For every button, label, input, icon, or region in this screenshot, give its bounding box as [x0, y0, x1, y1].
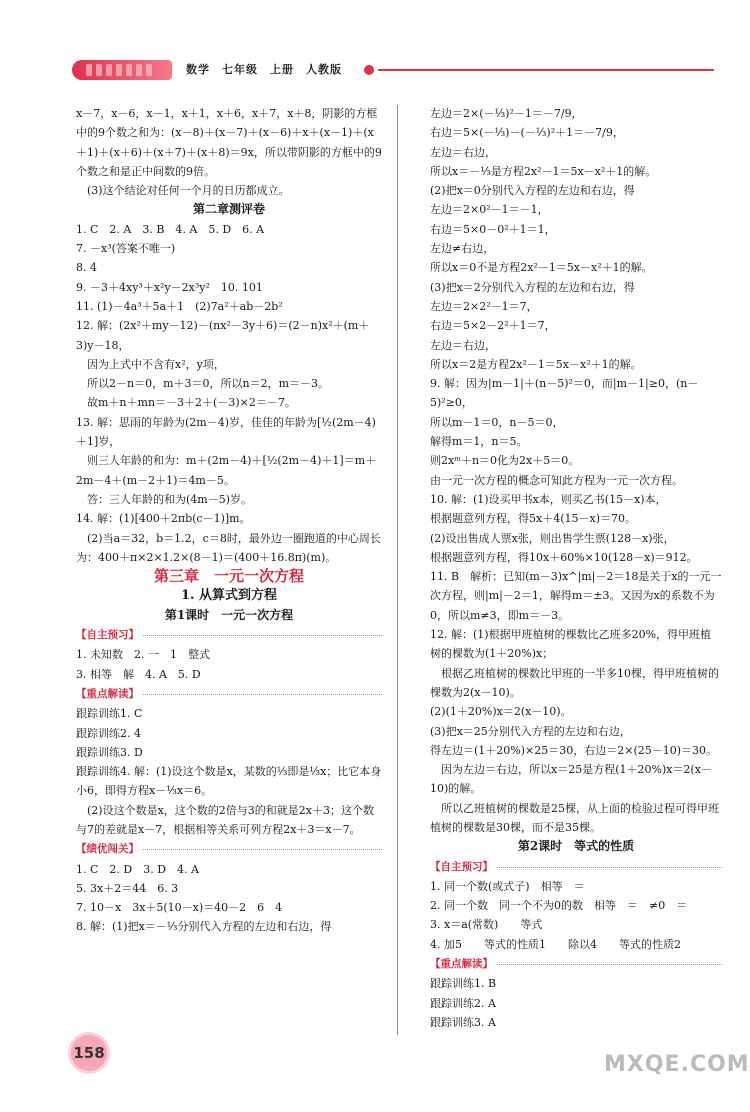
answer-line: (3)把x＝25分别代入方程的左边和右边，	[430, 724, 631, 738]
answer-line: 3. x＝a(常数) 等式	[430, 918, 543, 932]
tag-line	[76, 684, 382, 704]
tag-label: 【重点解读】	[76, 685, 143, 704]
left-column	[76, 104, 382, 937]
answer-line: 5. 3x＋2＝44 6. 3	[76, 881, 179, 895]
answer-line: 7. －x³(答案不唯一)	[76, 242, 176, 256]
answer-line: 8. 解：(1)把x＝－⅓分别代入方程的左边和右边，得	[76, 920, 332, 934]
answer-line: 10. 解：(1)设买甲书x本，则买乙书(15－x)本，	[430, 492, 667, 506]
lesson-heading: 第1课时 一元一次方程	[164, 607, 294, 622]
answer-line: 1. C 2. D 3. D 4. A	[76, 862, 199, 876]
answer-line: 所以x＝0不是方程2x²－1＝5x－x²＋1的解。	[430, 261, 653, 275]
answer-line: 根据题意列方程，得10x＋60%×10(128－x)＝912。	[430, 550, 698, 564]
answer-line: 左边＝2×0²－1＝－1，	[430, 203, 549, 217]
watermark-logo: MXQE.COM	[604, 1052, 750, 1077]
answer-line: 8. 4	[76, 261, 97, 275]
answer-line: 14. 解：(1)[400＋2πb(c－1)]m。	[76, 512, 251, 526]
answer-line: 9. 解：因为|m－1|＋(n－5)²＝0，而|m－1|≥0，(n－5)²≥0，	[430, 377, 699, 410]
answer-line: (3)把x＝2分别代入方程的左边和右边，得	[430, 280, 635, 294]
answer-line: 13. 解：思雨的年龄为(2m－4)岁，佳佳的年龄为[½(2m－4)＋1]岁，	[76, 415, 376, 449]
answer-line: 所以m－1＝0，n－5＝0，	[430, 415, 564, 429]
answer-line: 12. 解：(1)根据甲班植树的棵数比乙班多20%，得甲班植树的棵数为(1＋20%)x；	[430, 628, 712, 661]
tag-line	[76, 625, 382, 645]
right-column	[430, 104, 722, 1032]
section-heading: 第二章测评卷	[192, 202, 265, 217]
answer-line: 所以乙班植树的棵数是25棵，从上面的检验过程可得甲班植树的棵数是30棵，而不是35棵。	[430, 801, 719, 834]
answer-line: 9. －3＋4xy³＋x²y－2x³y² 10. 101	[76, 280, 263, 294]
answer-line: 跟踪训练2. 4	[76, 726, 141, 740]
answer-line: 解得m＝1，n＝5。	[430, 435, 528, 449]
tag-label: 【绩优闯关】	[76, 840, 143, 859]
page-number-badge	[68, 1032, 110, 1074]
answer-line: 跟踪训练1. B	[430, 977, 497, 991]
answer-line: 11. (1)－4a³＋5a＋1 (2)7a²＋ab－2b²	[76, 299, 283, 313]
answer-line: (2)(1＋20%)x＝2(x－10)。	[430, 705, 572, 719]
header-title: 数学 七年级 上册 人教版	[186, 63, 342, 76]
answer-line: (2)把x＝0分别代入方程的左边和右边，得	[430, 184, 635, 198]
answer-line: (2)设这个数是x，这个数的2倍与3的和就是2x＋3；这个数与7的差就是x－7，根据相等关系可列方程2x＋3＝x－7。	[76, 803, 374, 836]
tag-line	[430, 954, 722, 974]
lesson-heading: 第2课时 等式的性质	[517, 839, 635, 854]
answer-line: 左边＝2×(－⅓)²－1＝－7/9，	[430, 107, 583, 120]
header-rule	[378, 69, 714, 71]
answer-line: 因为左边＝右边，所以x＝25是方程(1＋20%)x＝2(x－10)的解。	[430, 763, 712, 796]
answer-line: 11. B 解析：已知(m－3)x^|m|－2＝18是关于x的一元一次方程，则|m|－2＝1，解得m＝±3。又因为x的系数不为0，所以m≠3，即m＝－3。	[430, 570, 722, 622]
column-divider	[397, 105, 398, 1035]
tag-label: 【自主预习】	[430, 858, 497, 877]
tag-label: 【重点解读】	[430, 955, 497, 974]
answer-line: 得左边＝(1＋20%)×25＝30，右边＝2×(25－10)＝30。	[430, 743, 718, 757]
answer-line: 左边＝右边，	[430, 145, 496, 159]
answer-line: 1. 未知数 2. 一 1 整式	[76, 648, 210, 662]
answer-line: 4. 加5 等式的性质1 除以4 等式的性质2	[430, 937, 681, 951]
answer-line: 2. 同一个数 同一个不为0的数 相等 ＝ ≠0 ＝	[430, 899, 688, 913]
answer-line: 跟踪训练4. 解：(1)设这个数是x，某数的⅓即是⅓x；比它本身小6，即得方程x－⅓x＝6。	[76, 765, 382, 798]
answer-line: 跟踪训练3. A	[430, 1015, 496, 1029]
answer-line: 所以x＝2是方程2x²－1＝5x－x²＋1的解。	[430, 357, 642, 371]
header-decoration	[86, 64, 156, 76]
answer-line: 答：三人年龄的和为(4m－5)岁。	[76, 492, 253, 506]
tag-label: 【自主预习】	[76, 626, 143, 645]
answer-line: 则三人年龄的和为：m＋(2m－4)＋[½(2m－4)＋1]＝m＋2m－4＋(m－2＋1)＝4m－5。	[76, 454, 377, 487]
answer-line: 1. C 2. A 3. B 4. A 5. D 6. A	[76, 222, 265, 236]
answer-line: 跟踪训练2. A	[430, 996, 496, 1010]
answer-line: 7. 10－x 3x＋5(10－x)＝40－2 6 4	[76, 901, 283, 915]
answer-line: 因为上式中不含有x²，y项，	[76, 357, 225, 371]
answer-line: 所以2－n＝0，m＋3＝0，所以n＝2，m＝－3。	[76, 377, 330, 391]
answer-line: 跟踪训练1. C	[76, 707, 143, 721]
subsection-heading: 1. 从算式到方程	[180, 588, 278, 604]
answer-line: 右边＝5×2－2²＋1＝7，	[430, 319, 556, 333]
answer-line: 3. 相等 解 4. A 5. D	[76, 667, 201, 681]
chapter-heading: 第三章 一元一次方程	[153, 567, 304, 586]
answer-line: 根据题意列方程，得5x＋4(15－x)＝70。	[430, 512, 636, 526]
answer-line: 右边＝5×0－0²＋1＝1，	[430, 222, 556, 236]
header-dot	[364, 65, 374, 75]
answer-line: 左边≠右边，	[430, 242, 495, 256]
answer-line: (2)当a＝32，b＝1.2，c＝8时，最外边一圈跑道的中心周长为：400＋π×2×1.2×(8－1)＝(400＋16.8π)(m)。	[76, 531, 381, 564]
answer-line: 右边＝5×(－⅓)－(－⅓)²＋1＝－7/9，	[430, 126, 624, 140]
text-line: x－7，x－6，x－1，x＋1，x＋6，x＋7，x＋8，阴影的方框中的9个数之和为：(x－8)＋(x－7)＋(x－6)＋x＋(x－1)＋(x＋1)＋(x＋6)＋(x＋7)＋(x＋8)＝9x，所以带阴影的方框中的9个数之和是正中间数的9倍。	[76, 107, 382, 178]
text-line: (3)这个结论对任何一个月的日历都成立。	[76, 184, 290, 198]
answer-line: 跟踪训练3. D	[76, 745, 143, 759]
answer-line: 由一元一次方程的概念可知此方程为一元一次方程。	[430, 473, 683, 487]
answer-line: 所以x＝－⅓是方程2x²－1＝5x－x²＋1的解。	[430, 164, 657, 178]
answer-line: 左边＝2×2²－1＝7，	[430, 299, 538, 313]
page-number: 158	[73, 1044, 105, 1062]
answer-line: 1. 同一个数(或式子) 相等 ＝	[430, 879, 585, 893]
answer-line: (2)设出售成人票x张，则出售学生票(128－x)张，	[430, 531, 675, 545]
answer-line: 则2xᵐ＋n＝0化为2x＋5＝0。	[430, 454, 580, 468]
answer-line: 根据乙班植树的棵数比甲班的一半多10棵，得甲班植树的棵数为2(x－10)。	[430, 666, 719, 699]
answer-line: 左边＝右边，	[430, 338, 496, 352]
answer-line: 故m＋n＋mn＝－3＋2＋(－3)×2＝－7。	[76, 396, 296, 410]
tag-line	[76, 839, 382, 859]
answer-line: 12. 解：(2x²＋my－12)－(nx²－3y＋6)＝(2－n)x²＋(m＋3)y－18，	[76, 319, 370, 352]
tag-line	[430, 857, 722, 877]
